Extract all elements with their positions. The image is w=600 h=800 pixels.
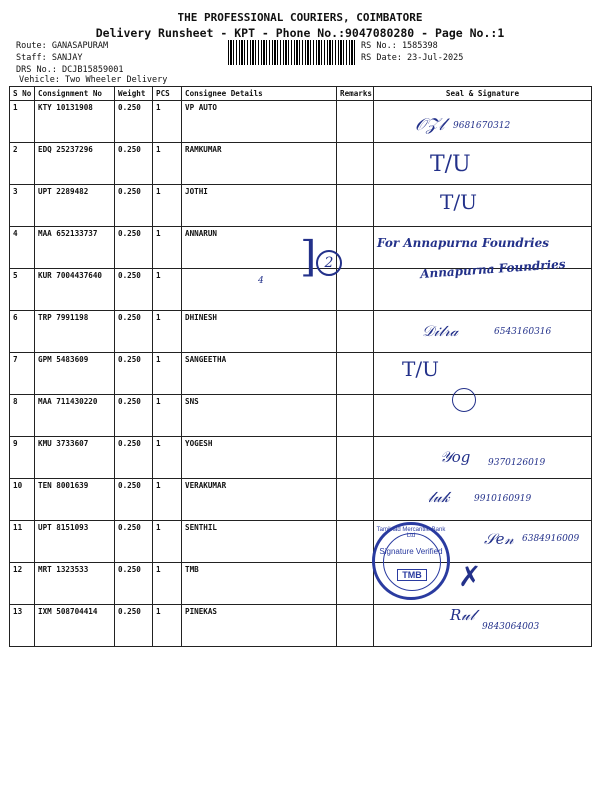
handwritten-phone: 9370126019: [488, 458, 546, 468]
row-remarks: [337, 143, 374, 185]
row-weight: 0.250: [115, 479, 153, 521]
staff-label: Staff: SANJAY: [16, 53, 83, 63]
signature-scribble: ✗: [458, 560, 482, 593]
row-consignee: SANGEETHA: [182, 353, 337, 395]
company-stamp: For Annapurna Foundries: [377, 236, 549, 250]
runsheet-subtitle: Delivery Runsheet - KPT - Phone No.:9047080280 - Page No.:1: [95, 26, 505, 40]
runsheet-table: [9, 86, 592, 647]
signature-scribble: 𝒪𝒵𝓁: [415, 115, 445, 135]
row-pcs: 1: [153, 227, 182, 269]
row-consignment-no: MRT 1323533: [35, 563, 115, 605]
row-sno: 3: [10, 185, 35, 227]
handwritten-tu: T/U: [430, 152, 471, 177]
company-title: THE PROFESSIONAL COURIERS, COIMBATORE: [177, 11, 423, 24]
row-consignee: SENTHIL: [182, 521, 337, 563]
row-sno: 10: [10, 479, 35, 521]
row-consignment-no: UPT 8151093: [35, 521, 115, 563]
row-consignee: JOTHI: [182, 185, 337, 227]
col-signature: Seal & Signature: [374, 87, 592, 101]
row-weight: 0.250: [115, 227, 153, 269]
col-weight: Weight: [115, 87, 153, 101]
row-remarks: [337, 479, 374, 521]
row-remarks: [337, 605, 374, 647]
row-weight: 0.250: [115, 605, 153, 647]
row-remarks: [337, 437, 374, 479]
signature-scribble: 𝒮𝑒𝓃: [484, 530, 514, 548]
row-signature: [374, 311, 592, 353]
row-consignment-no: GPM 5483609: [35, 353, 115, 395]
handwritten-phone: 9910160919: [474, 494, 532, 504]
row-pcs: 1: [153, 185, 182, 227]
row-consignment-no: EDQ 25237296: [35, 143, 115, 185]
row-weight: 0.250: [115, 437, 153, 479]
row-remarks: [337, 227, 374, 269]
row-consignment-no: MAA 711430220: [35, 395, 115, 437]
table-row: [10, 185, 592, 227]
row-weight: 0.250: [115, 269, 153, 311]
row-consignee: PINEKAS: [182, 605, 337, 647]
row-consignment-no: KTY 10131908: [35, 101, 115, 143]
row-pcs: 1: [153, 101, 182, 143]
table-row: [10, 143, 592, 185]
row-signature: [374, 143, 592, 185]
company-stamp: Annapurna Foundries: [419, 256, 566, 282]
row-pcs: 1: [153, 605, 182, 647]
row-remarks: [337, 521, 374, 563]
row-sno: 4: [10, 227, 35, 269]
row-weight: 0.250: [115, 101, 153, 143]
row-remarks: [337, 563, 374, 605]
col-pcs: PCS: [153, 87, 182, 101]
row-consignee: VP AUTO: [182, 101, 337, 143]
signature-scribble: 𝑅𝓊𝓁: [450, 606, 475, 624]
route-label: Route: GANASAPURAM: [16, 41, 109, 51]
row-consignee: TMB: [182, 563, 337, 605]
handwritten-phone: 6384916009: [522, 534, 580, 544]
row-consignment-no: MAA 652133737: [35, 227, 115, 269]
handwritten-phone: 6543160316: [494, 327, 552, 337]
row-sno: 2: [10, 143, 35, 185]
row-weight: 0.250: [115, 521, 153, 563]
row-sno: 8: [10, 395, 35, 437]
seal-logo: TMB: [397, 569, 427, 581]
row-sno: 11: [10, 521, 35, 563]
row-consignee: DHINESH: [182, 311, 337, 353]
handwritten-bracket: ]: [300, 232, 317, 281]
row-weight: 0.250: [115, 563, 153, 605]
col-sno: S No: [10, 87, 35, 101]
seal-bank-name: Tamilnad Mercantile Bank Ltd: [376, 527, 446, 539]
row-consignment-no: IXM 508704414: [35, 605, 115, 647]
vehicle-label: Vehicle: Two Wheeler Delivery: [19, 75, 168, 85]
row-sno: 13: [10, 605, 35, 647]
row-consignment-no: KMU 3733607: [35, 437, 115, 479]
handwritten-circled-number: 2: [316, 250, 342, 276]
row-remarks: [337, 185, 374, 227]
handwritten-tu: T/U: [402, 357, 439, 381]
row-pcs: 1: [153, 395, 182, 437]
row-weight: 0.250: [115, 353, 153, 395]
row-consignment-no: KUR 7004437640: [35, 269, 115, 311]
row-pcs: 1: [153, 311, 182, 353]
row-pcs: 1: [153, 521, 182, 563]
rs-number: RS No.: 1585398: [361, 41, 438, 51]
seal-inner-ring: [383, 533, 441, 591]
row-remarks: [337, 395, 374, 437]
row-consignee: VERAKUMAR: [182, 479, 337, 521]
table-row: [10, 395, 592, 437]
col-consignment: Consignment No: [35, 87, 115, 101]
seal-verified-text: Signature Verified: [379, 547, 443, 556]
row-consignee: ANNARUN: [182, 227, 337, 269]
row-weight: 0.250: [115, 143, 153, 185]
signature-scribble: 𝒟𝒾𝓁𝓇𝒶: [422, 322, 459, 340]
row-pcs: 1: [153, 143, 182, 185]
row-remarks: [337, 269, 374, 311]
row-weight: 0.250: [115, 395, 153, 437]
handwritten-tu: T/U: [440, 190, 477, 214]
row-pcs: 1: [153, 479, 182, 521]
row-sno: 5: [10, 269, 35, 311]
row-pcs: 1: [153, 353, 182, 395]
signature-scribble: 𝒴𝑜𝑔: [440, 448, 471, 466]
col-consignee: Consignee Details: [182, 87, 337, 101]
row-signature: [374, 395, 592, 437]
handwritten-phone: 9843064003: [482, 622, 540, 632]
row-consignee: SNS: [182, 395, 337, 437]
bank-seal: [372, 522, 450, 600]
row-weight: 0.250: [115, 185, 153, 227]
row-pcs: 1: [153, 563, 182, 605]
handwritten-mark: 4: [258, 276, 264, 286]
handwritten-phone: 9681670312: [453, 121, 511, 131]
row-sno: 12: [10, 563, 35, 605]
row-pcs: 1: [153, 437, 182, 479]
row-sno: 6: [10, 311, 35, 353]
rs-date: RS Date: 23-Jul-2025: [361, 53, 464, 63]
row-remarks: [337, 353, 374, 395]
col-remarks: Remarks: [337, 87, 374, 101]
row-consignment-no: TRP 7991198: [35, 311, 115, 353]
drs-label: DRS No.: DCJB15859001: [16, 65, 124, 75]
row-sno: 9: [10, 437, 35, 479]
row-signature: [374, 185, 592, 227]
row-weight: 0.250: [115, 311, 153, 353]
row-consignment-no: TEN 8001639: [35, 479, 115, 521]
row-sno: 1: [10, 101, 35, 143]
row-sno: 7: [10, 353, 35, 395]
table-header-row: [10, 87, 592, 101]
table-row: [10, 353, 592, 395]
signature-scribble: [452, 388, 476, 412]
row-consignment-no: UPT 2289482: [35, 185, 115, 227]
row-remarks: [337, 311, 374, 353]
signature-scribble: 𝓁𝓊𝓀: [428, 488, 450, 506]
row-pcs: 1: [153, 269, 182, 311]
barcode: [228, 40, 356, 65]
row-signature: [374, 437, 592, 479]
row-remarks: [337, 101, 374, 143]
table-row: [10, 563, 592, 605]
row-consignee: YOGESH: [182, 437, 337, 479]
row-consignee: RAMKUMAR: [182, 143, 337, 185]
